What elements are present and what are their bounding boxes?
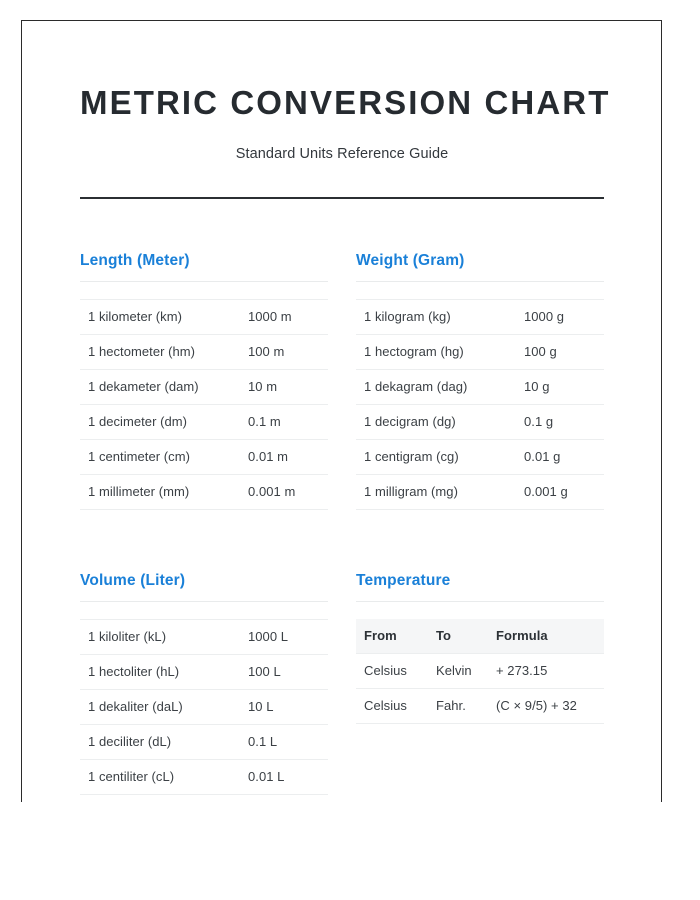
column-header-to: To xyxy=(428,619,488,654)
title-divider xyxy=(80,197,604,199)
column-header-from: From xyxy=(356,619,428,654)
page-subtitle: Standard Units Reference Guide xyxy=(235,145,449,162)
grid-gutter xyxy=(328,510,356,795)
temp-formula: + 273.15 xyxy=(488,653,604,688)
section-volume xyxy=(80,572,328,795)
table-row xyxy=(356,474,604,509)
table-row xyxy=(356,404,604,439)
temp-from: Celsius xyxy=(356,653,428,688)
temp-from: Celsius xyxy=(356,688,428,723)
page-content xyxy=(80,21,611,795)
table-row xyxy=(356,369,604,404)
section-temperature xyxy=(356,572,604,795)
unit-label: 1 deciliter (dL) xyxy=(80,724,248,759)
unit-label: 1 decigram (dg) xyxy=(356,404,524,439)
table-row xyxy=(80,334,328,369)
page-title: METRIC CONVERSION CHART xyxy=(80,84,611,121)
document-page xyxy=(21,20,662,802)
table-row xyxy=(80,299,328,334)
unit-value: 10 L xyxy=(248,689,328,724)
table-row xyxy=(80,619,328,654)
unit-label: 1 hectometer (hm) xyxy=(80,334,248,369)
table-header-row xyxy=(356,619,604,654)
temperature-table-body xyxy=(356,653,604,723)
unit-value: 0.01 m xyxy=(248,439,328,474)
temperature-table xyxy=(356,619,604,724)
table-row xyxy=(80,369,328,404)
unit-label: 1 decimeter (dm) xyxy=(80,404,248,439)
volume-table xyxy=(80,619,328,795)
unit-label: 1 millimeter (mm) xyxy=(80,474,248,509)
unit-value: 0.1 m xyxy=(248,404,328,439)
temp-to: Kelvin xyxy=(428,653,488,688)
unit-value: 0.1 L xyxy=(248,724,328,759)
unit-value: 0.01 L xyxy=(248,759,328,794)
unit-value: 0.1 g xyxy=(524,404,604,439)
temp-to: Fahr. xyxy=(428,688,488,723)
unit-value: 10 g xyxy=(524,369,604,404)
unit-label: 1 kilogram (kg) xyxy=(356,299,524,334)
unit-value: 1000 m xyxy=(248,299,328,334)
unit-value: 100 m xyxy=(248,334,328,369)
table-row xyxy=(356,299,604,334)
unit-label: 1 dekaliter (daL) xyxy=(80,689,248,724)
table-row xyxy=(80,654,328,689)
length-table xyxy=(80,299,328,510)
table-row xyxy=(80,724,328,759)
unit-value: 0.001 g xyxy=(524,474,604,509)
unit-value: 0.001 m xyxy=(248,474,328,509)
grid-gutter xyxy=(328,252,356,510)
unit-label: 1 centimeter (cm) xyxy=(80,439,248,474)
table-row xyxy=(356,439,604,474)
unit-value: 1000 L xyxy=(248,619,328,654)
temp-formula: (C × 9/5) + 32 xyxy=(488,688,604,723)
table-row xyxy=(356,688,604,723)
unit-label: 1 kiloliter (kL) xyxy=(80,619,248,654)
section-heading-length: Length (Meter) xyxy=(80,252,328,282)
table-row xyxy=(80,474,328,509)
unit-value: 100 g xyxy=(524,334,604,369)
temperature-table-head xyxy=(356,619,604,654)
weight-table xyxy=(356,299,604,510)
unit-label: 1 milligram (mg) xyxy=(356,474,524,509)
sections-grid xyxy=(80,252,604,795)
unit-value: 100 L xyxy=(248,654,328,689)
table-row xyxy=(80,759,328,794)
volume-table-body xyxy=(80,619,328,794)
section-heading-temperature: Temperature xyxy=(356,572,604,602)
section-heading-weight: Weight (Gram) xyxy=(356,252,604,282)
unit-label: 1 hectogram (hg) xyxy=(356,334,524,369)
length-table-body xyxy=(80,299,328,509)
section-length xyxy=(80,252,328,510)
unit-label: 1 hectoliter (hL) xyxy=(80,654,248,689)
table-row xyxy=(80,689,328,724)
unit-label: 1 dekagram (dag) xyxy=(356,369,524,404)
table-row xyxy=(80,439,328,474)
unit-value: 1000 g xyxy=(524,299,604,334)
unit-label: 1 centiliter (cL) xyxy=(80,759,248,794)
table-row xyxy=(356,653,604,688)
table-row xyxy=(356,334,604,369)
unit-value: 0.01 g xyxy=(524,439,604,474)
table-row xyxy=(80,404,328,439)
column-header-formula: Formula xyxy=(488,619,604,654)
unit-label: 1 dekameter (dam) xyxy=(80,369,248,404)
unit-label: 1 centigram (cg) xyxy=(356,439,524,474)
section-weight xyxy=(356,252,604,510)
unit-label: 1 kilometer (km) xyxy=(80,299,248,334)
weight-table-body xyxy=(356,299,604,509)
section-heading-volume: Volume (Liter) xyxy=(80,572,328,602)
unit-value: 10 m xyxy=(248,369,328,404)
